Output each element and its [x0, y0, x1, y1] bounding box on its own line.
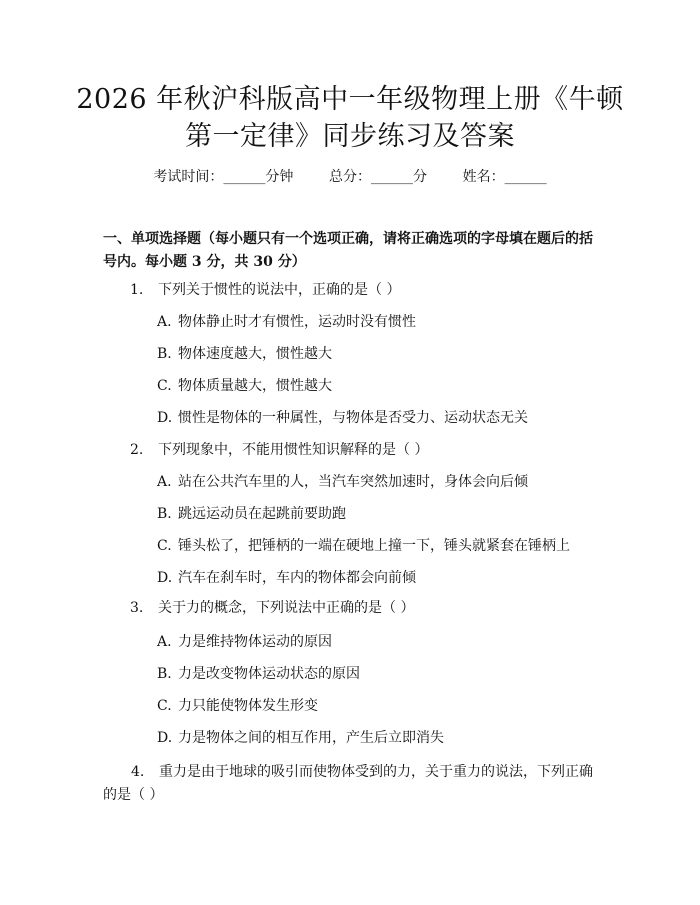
document-title-line-1: 2026 年秋沪科版高中一年级物理上册《牛顿 — [76, 84, 624, 115]
question-2-option-b — [157, 504, 346, 524]
option-letter: A. — [157, 474, 172, 490]
question-2 — [130, 440, 428, 460]
question-stem: 下列关于惯性的说法中，正确的是（ ） — [158, 282, 401, 298]
question-number: 3. — [130, 600, 144, 616]
question-2-option-c — [157, 536, 570, 556]
option-letter: D. — [157, 570, 173, 586]
question-3-option-c — [157, 696, 318, 716]
question-1-option-a — [157, 312, 416, 332]
question-stem: 下列现象中，不能用惯性知识解释的是（ ） — [158, 442, 429, 458]
option-text: 物体质量越大，惯性越大 — [178, 378, 332, 394]
option-letter: B. — [157, 666, 172, 682]
section-heading: 一、单项选择题（每小题只有一个选项正确，请将正确选项的字母填在题后的括号内。每小题 3 分，共 30 分） — [103, 231, 593, 270]
document-title-line-2: 第一定律》同步练习及答案 — [185, 121, 515, 152]
question-3-option-d — [157, 728, 444, 748]
question-3-option-b — [157, 664, 360, 684]
option-text: 锤头松了，把锤柄的一端在硬地上撞一下，锤头就紧套在锤柄上 — [178, 538, 570, 554]
question-stem: 关于力的概念，下列说法中正确的是（ ） — [158, 600, 415, 616]
option-text: 力是物体之间的相互作用，产生后立即消失 — [178, 730, 444, 746]
question-2-option-d — [157, 568, 416, 588]
option-letter: C. — [157, 538, 172, 554]
option-letter: C. — [157, 698, 172, 714]
question-3-option-a — [157, 632, 332, 652]
option-letter: D. — [157, 730, 173, 746]
option-letter: A. — [157, 634, 172, 650]
question-3 — [130, 598, 414, 618]
option-text: 力是改变物体运动状态的原因 — [178, 666, 360, 682]
option-letter: B. — [157, 506, 172, 522]
option-text: 物体速度越大，惯性越大 — [178, 346, 332, 362]
question-1 — [130, 280, 400, 300]
option-text: 力只能使物体发生形变 — [178, 698, 318, 714]
question-2-option-a — [157, 472, 528, 492]
question-number: 2. — [130, 442, 144, 458]
question-1-option-d — [157, 408, 528, 428]
option-letter: C. — [157, 378, 172, 394]
option-text: 物体静止时才有惯性，运动时没有惯性 — [178, 314, 416, 330]
exam-time-field: 考试时间：______分钟 — [153, 169, 294, 185]
option-letter: B. — [157, 346, 172, 362]
option-letter: D. — [157, 410, 173, 426]
question-stem: 重力是由于地球的吸引而使物体受到的力，关于重力的说法，下列正确的是（ ） — [103, 764, 593, 803]
option-text: 力是维持物体运动的原因 — [178, 634, 332, 650]
question-number: 1. — [130, 282, 144, 298]
exam-info-row — [0, 167, 700, 187]
question-1-option-b — [157, 344, 332, 364]
option-text: 惯性是物体的一种属性，与物体是否受力、运动状态无关 — [178, 410, 528, 426]
option-text: 跳远运动员在起跳前要助跑 — [178, 506, 346, 522]
student-name-field: 姓名：______ — [462, 169, 547, 185]
option-text: 汽车在刹车时，车内的物体都会向前倾 — [178, 570, 416, 586]
question-1-option-c — [157, 376, 332, 396]
question-number: 4. — [131, 764, 145, 780]
question-4 — [103, 761, 603, 807]
option-letter: A. — [157, 314, 172, 330]
option-text: 站在公共汽车里的人，当汽车突然加速时，身体会向后倾 — [178, 474, 528, 490]
total-score-field: 总分：______分 — [329, 169, 427, 185]
